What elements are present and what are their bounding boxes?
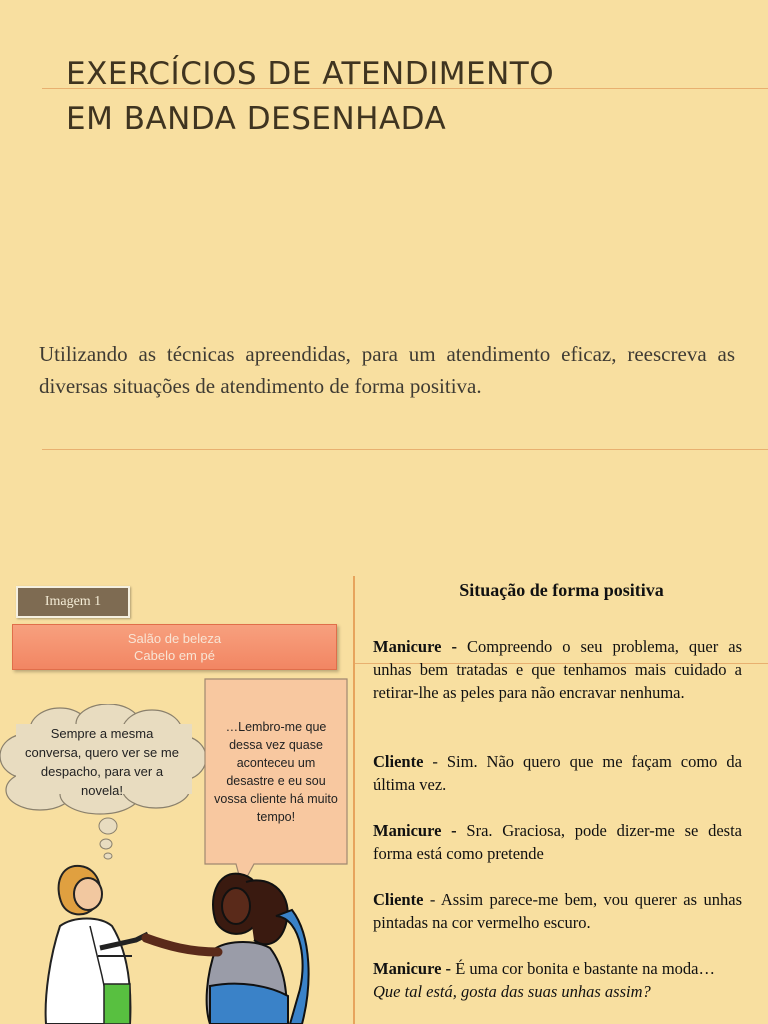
speaker-label: Cliente <box>373 890 424 909</box>
intro-text: Utilizando as técnicas apreendidas, para um atendimento eficaz, reescreva as diversas situações de atendimento de forma positiva. <box>39 342 735 398</box>
dialog-line <box>373 957 742 1003</box>
positive-situation-heading: Situação de forma positiva <box>459 580 664 600</box>
title-line-1: EXERCÍCIOS DE ATENDIMENTO <box>66 56 555 92</box>
dialog-line <box>373 819 742 865</box>
speaker-label: Manicure - <box>373 637 457 656</box>
speaker-label: Cliente <box>373 752 424 771</box>
page-title <box>66 52 554 142</box>
speaker-label: Manicure - <box>373 821 457 840</box>
intro-divider <box>42 449 768 450</box>
speaker-label: Manicure - <box>373 959 452 978</box>
image-label: Imagem 1 <box>16 586 130 618</box>
dialog-question: Que tal está, gosta das suas unhas assim? <box>373 982 651 1001</box>
dialog-line <box>373 635 742 704</box>
dialog-text: Sra. Graciosa, pode dizer-me se desta forma está como pretende <box>373 821 742 863</box>
column-divider <box>353 576 355 1024</box>
salon-banner <box>12 624 337 670</box>
dialog-line <box>373 888 742 934</box>
dialog-text: - Assim parece-me bem, vou querer as unhas pintadas na cor vermelho escuro. <box>373 890 742 932</box>
speech-bubble-text: …Lembro-me que dessa vez quase aconteceu um desastre e eu sou vossa cliente há muito tempo! <box>214 720 338 824</box>
thought-bubble-text: Sempre a mesma conversa, quero ver se me despacho, para ver a novela! <box>25 726 179 798</box>
dialog-line <box>373 750 742 796</box>
title-line-2: EM BANDA DESENHADA <box>66 101 447 137</box>
dialog-text: - Sim. Não quero que me façam como da última vez. <box>373 752 742 794</box>
manicure-scene-illustration <box>40 856 310 1024</box>
salon-line-1: Salão de beleza <box>127 631 222 646</box>
dialog-text: Compreendo o seu problema, quer as unhas bem tratadas e que tenhamos mais cuidado a retirar-lhe as peles para não encravar nenhuma. <box>373 637 742 702</box>
dialog-text: É uma cor bonita e bastante na moda… <box>451 959 715 978</box>
salon-line-2: Cabelo em pé <box>134 648 215 663</box>
